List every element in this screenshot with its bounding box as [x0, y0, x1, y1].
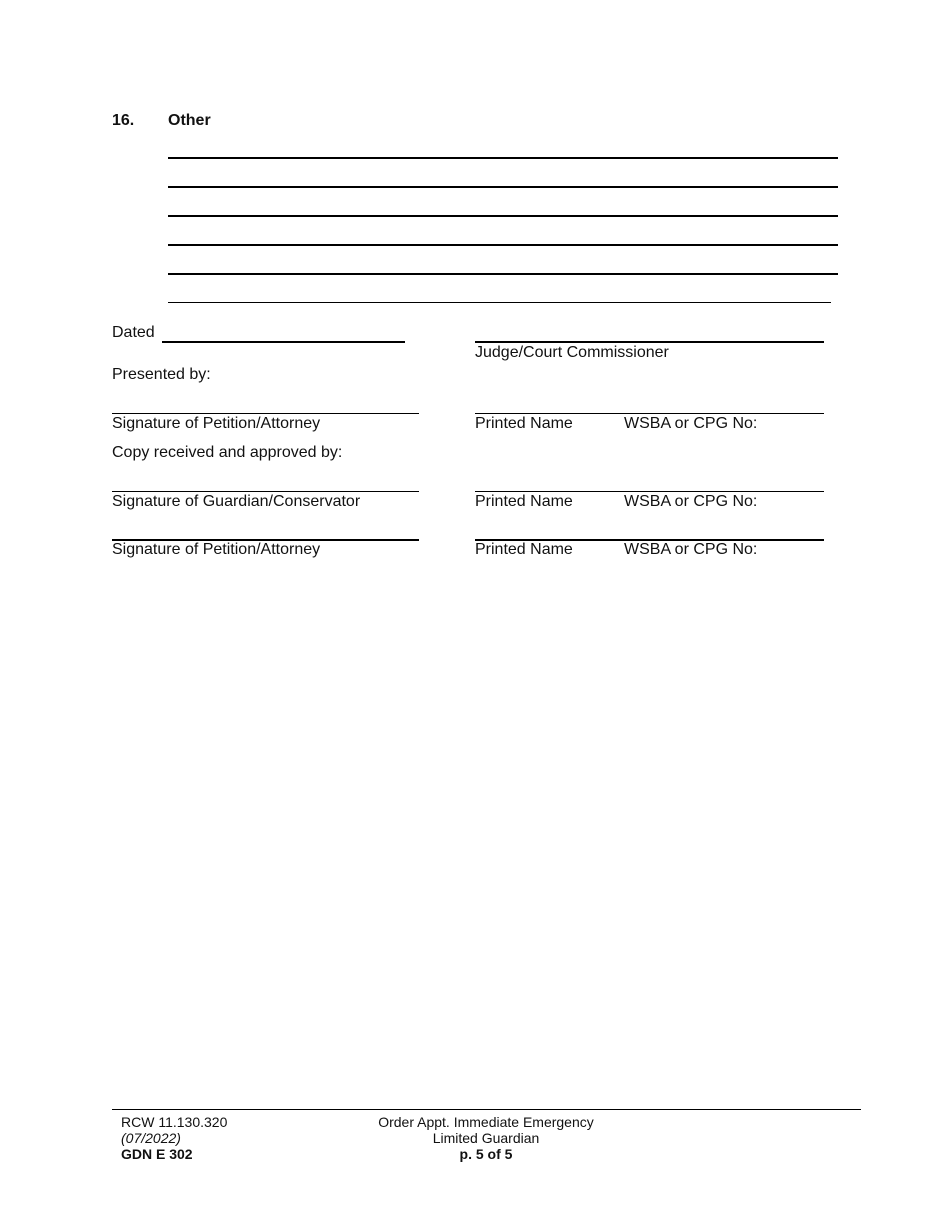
dated-line[interactable]	[162, 341, 405, 343]
other-line-2[interactable]	[168, 186, 838, 188]
guardian-signature-line[interactable]	[112, 491, 419, 492]
wsba-no-label: WSBA or CPG No:	[624, 541, 758, 558]
judge-signature-line[interactable]	[475, 341, 824, 343]
petitioner-signature-line[interactable]	[112, 413, 419, 414]
wsba-no-label: WSBA or CPG No:	[624, 493, 758, 510]
footer-rcw: RCW 11.130.320	[121, 1114, 228, 1130]
wsba-no-label: WSBA or CPG No:	[624, 415, 758, 432]
printed-name-label: Printed Name	[475, 541, 573, 558]
attorney-signature-label: Signature of Petition/Attorney	[112, 541, 321, 558]
other-line-5[interactable]	[168, 273, 838, 275]
petitioner-signature-label: Signature of Petition/Attorney	[112, 415, 321, 432]
footer-divider	[112, 1109, 861, 1110]
dated-label: Dated	[112, 324, 155, 341]
other-line-3[interactable]	[168, 215, 838, 217]
footer-page-number: p. 5 of 5	[459, 1146, 513, 1162]
footer-title-line1: Order Appt. Immediate Emergency	[378, 1114, 594, 1130]
footer-title-line2: Limited Guardian	[432, 1130, 540, 1146]
section-number: 16.	[112, 112, 135, 129]
other-line-1[interactable]	[168, 157, 838, 159]
copy-received-label: Copy received and approved by:	[112, 444, 343, 461]
judge-label: Judge/Court Commissioner	[475, 344, 669, 361]
petitioner-printed-name-line[interactable]	[475, 413, 824, 414]
footer-date: (07/2022)	[121, 1130, 181, 1146]
printed-name-label: Printed Name	[475, 415, 573, 432]
footer-form-number: GDN E 302	[121, 1146, 193, 1162]
guardian-signature-label: Signature of Guardian/Conservator	[112, 493, 361, 510]
other-line-4[interactable]	[168, 244, 838, 246]
other-line-6[interactable]	[168, 302, 831, 303]
guardian-printed-name-line[interactable]	[475, 491, 824, 492]
section-title: Other	[168, 112, 211, 129]
presented-by-label: Presented by:	[112, 366, 211, 383]
printed-name-label: Printed Name	[475, 493, 573, 510]
